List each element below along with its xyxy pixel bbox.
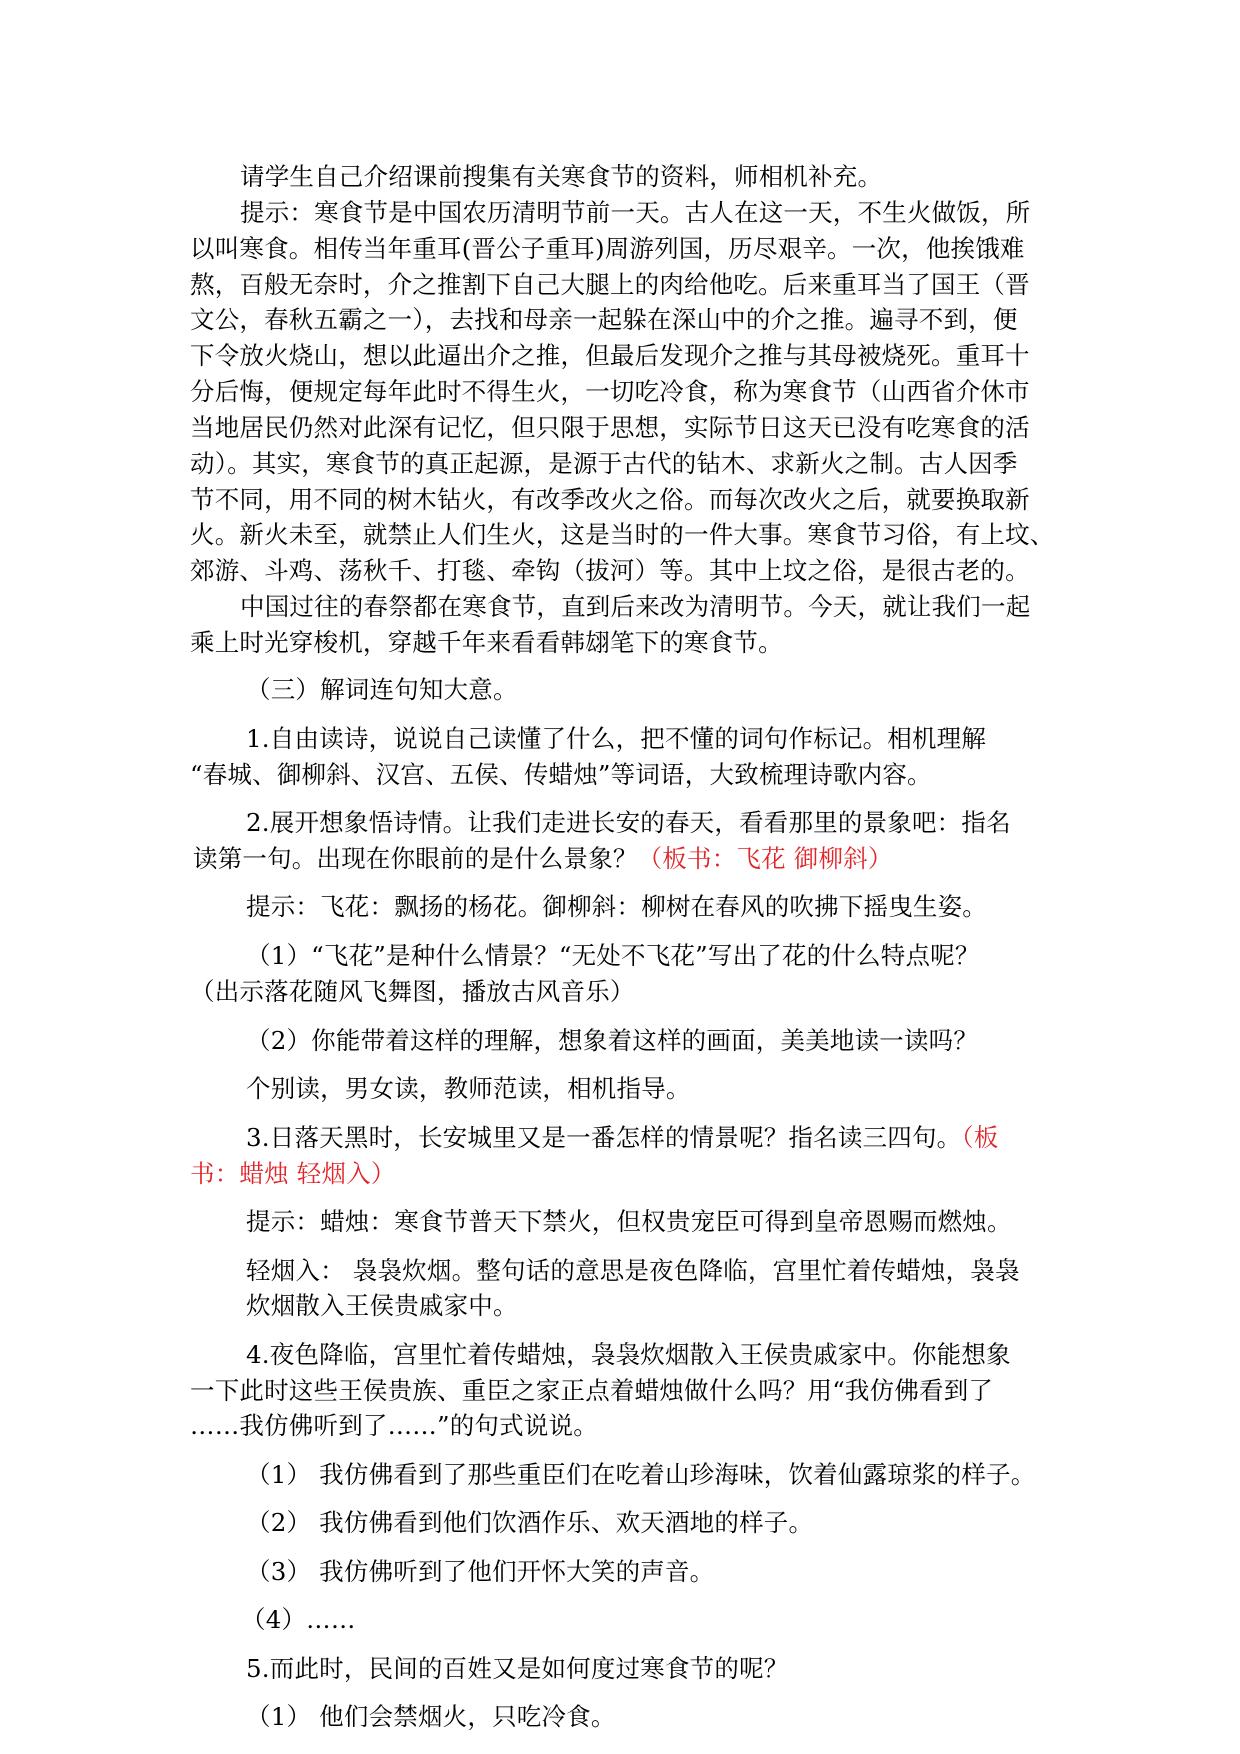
board-note: （板书：飞花 御柳斜）	[637, 843, 893, 873]
text-line: 熬，百般无奈时，介之推割下自己大腿上的肉给他吃。后来重耳当了国王（晋	[190, 269, 1030, 299]
text-line: 下令放火烧山，想以此逼出介之推，但最后发现介之推与其母被烧死。重耳十	[190, 341, 1030, 371]
intro-paragraph: 请学生自己介绍课前搜集有关寒食节的资料，师相机补充。	[240, 162, 883, 191]
text-line: 1.自由读诗，说说自己读懂了什么，把不懂的词句作标记。相机理解	[246, 723, 987, 753]
text-line: ……我仿佛听到了……”的句式说说。	[190, 1411, 598, 1441]
text-line: 节不同，用不同的树木钻火，有改季改火之俗。而每次改火之后，就要换取新	[190, 484, 1030, 514]
hint-paragraph-3: 提示：蜡烛：寒食节普天下禁火，但权贵宠臣可得到皇帝恩赐而燃烛。	[246, 1207, 1012, 1237]
text-line: 动）。其实，寒食节的真正起源，是源于古代的钻木、求新火之制。古人因季	[190, 448, 1018, 478]
text-line: “春城、御柳斜、汉宫、五侯、传蜡烛”等词语，大致梳理诗歌内容。	[190, 759, 932, 789]
text-line: 郊游、斗鸡、荡秋千、打毯、牵钩（拔河）等。其中上坟之俗，是很古老的。	[190, 556, 1030, 586]
text-line: 轻烟入： 袅袅炊烟。整句话的意思是夜色降临，宫里忙着传蜡烛，袅袅	[246, 1255, 1020, 1285]
text-line: 4.夜色降临，宫里忙着传蜡烛，袅袅炊烟散入王侯贵戚家中。你能想象	[246, 1339, 1011, 1369]
board-note: 书：蜡烛 轻烟入）	[190, 1158, 396, 1188]
answer-1: （1） 我仿佛看到了那些重臣们在吃着山珍海味，饮着仙露琼浆的样子。	[246, 1459, 1036, 1489]
text-line: 炊烟散入王侯贵戚家中。	[246, 1291, 518, 1321]
text-line: （出示落花随风飞舞图，播放古风音乐）	[190, 976, 635, 1006]
text-line: 火。新火未至，就禁止人们生火，这是当时的一件大事。寒食节习俗，有上坟、	[190, 520, 1055, 550]
text-line	[246, 1119, 999, 1157]
text-line: 2.展开想象悟诗情。让我们走进长安的春天，看看那里的景象吧：指名	[246, 808, 1011, 837]
answer-5: （1） 他们会禁烟火，只吃冷食。	[246, 1702, 616, 1731]
text-line: 中国过往的春祭都在寒食节，直到后来改为清明节。今天，就让我们一起	[240, 592, 1031, 621]
text-line: 文公，春秋五霸之一），去找和母亲一起躲在深山中的介之推。遍寻不到，便	[190, 305, 1018, 335]
text-line: 分后悔，便规定每年此时不得生火，一切吃冷食，称为寒食节（山西省介休市	[190, 377, 1030, 406]
answer-4: （4）……	[241, 1605, 356, 1635]
answer-2: （2） 我仿佛看到他们饮酒作乐、欢天酒地的样子。	[246, 1508, 814, 1538]
text-line: 当地居民仍然对此深有记忆，但只限于思想，实际节日这天已没有吃寒食的活	[190, 412, 1030, 442]
section-heading: （三）解词连句知大意。	[246, 675, 518, 705]
text-line: 一下此时这些王侯贵族、重臣之家正点着蜡烛做什么吗？用“我仿佛看到了	[190, 1375, 994, 1405]
board-note: （板	[961, 1122, 999, 1152]
text-line	[193, 840, 893, 878]
reading-note: 个别读，男女读，教师范读，相机指导。	[246, 1074, 691, 1104]
text-line: （1）“飞花”是种什么情景？“无处不飞花”写出了花的什么特点呢？	[246, 940, 980, 970]
text-span: 3.日落天黑时，长安城里又是一番怎样的情景呢？指名读三四句。	[246, 1122, 962, 1152]
question-2: （2）你能带着这样的理解，想象着这样的画面，美美地读一读吗？	[246, 1025, 979, 1055]
text-line: 乘上时光穿梭机，穿越千年来看看韩翃笔下的寒食节。	[190, 627, 783, 657]
answer-3: （3） 我仿佛听到了他们开怀大笑的声音。	[246, 1556, 715, 1586]
item-5: 5.而此时，民间的百姓又是如何度过寒食节的呢？	[246, 1653, 789, 1683]
text-line: 提示：寒食节是中国农历清明节前一天。古人在这一天，不生火做饭，所	[240, 197, 1031, 227]
text-span: 读第一句。出现在你眼前的是什么景象？	[193, 843, 638, 873]
text-line: 以叫寒食。相传当年重耳(晋公子重耳)周游列国，历尽艰辛。一次，他挨饿难	[190, 233, 1025, 263]
hint-paragraph-2: 提示：飞花：飘扬的杨花。御柳斜：柳树在春风的吹拂下摇曳生姿。	[246, 892, 987, 922]
